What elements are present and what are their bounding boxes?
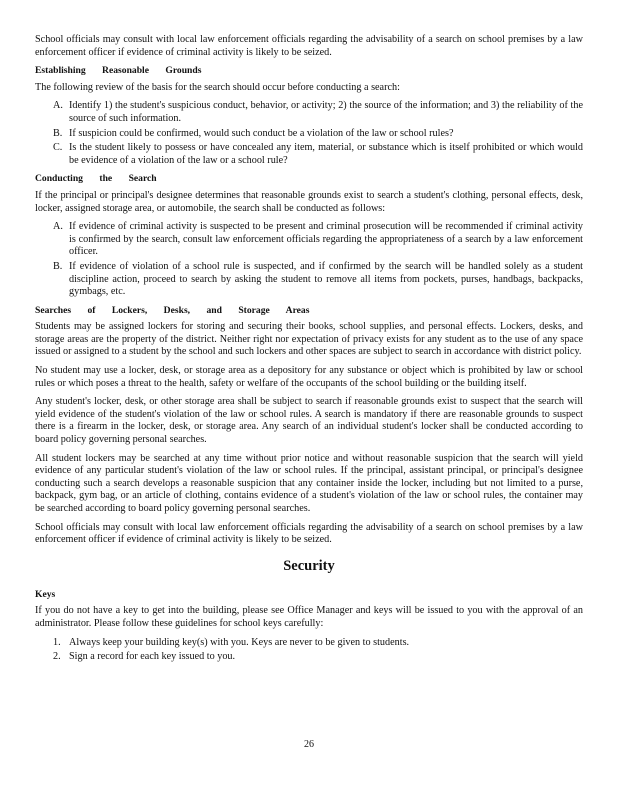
heading-conducting-search: Conducting the Search (35, 173, 157, 185)
list-item-text: Identify 1) the student's suspicious conduct, behavior, or activity; 2) the source of the information; and 3) the reliability of the source of such information. (69, 100, 583, 124)
list-marker: 2. (53, 651, 61, 663)
list-item-text: Is the student likely to possess or have concealed any item, material, or substance which is itself prohibited or which would be evidence of a violation of the law or a school rule? (69, 142, 583, 166)
keys-list (35, 637, 583, 664)
list-item-text: Always keep your building key(s) with you. Keys are never to be given to students. (69, 636, 410, 648)
list-marker: 1. (53, 636, 61, 648)
list-item (53, 651, 583, 664)
keys-lead: If you do not have a key to get into the building, please see Office Manager and keys will be issued to you with the approval of an administrator. Please follow these guidelines for school keys carefully: (35, 605, 583, 629)
heading-searches-lockers: Searches of Lockers, Desks, and Storage Areas (35, 304, 310, 316)
list-item (53, 261, 583, 299)
list-item (53, 637, 583, 650)
reasonable-grounds-lead: The following review of the basis for the search should occur before conducting a search: (35, 81, 400, 93)
list-marker: A. (53, 221, 63, 233)
list-item-text: If suspicion could be confirmed, would such conduct be a violation of the law or school rules? (69, 127, 454, 139)
heading-keys: Keys (35, 588, 56, 600)
reasonable-grounds-list (35, 100, 583, 167)
intro-paragraph: School officials may consult with local law enforcement officials regarding the advisability of a search on school premises by a law enforcement officer if evidence of criminal activity is likely to be seized. (35, 34, 583, 58)
page-number: 26 (304, 739, 314, 750)
lockers-paragraph: Students may be assigned lockers for storing and securing their books, school supplies, and personal effects. Lockers, desks, and storage areas are the property of the district. Neither right nor expectation of privacy exists for any student as to the use of any space issued or assigned to a student by the school and such lockers and other spaces are subject to search in accordance with district policy. (35, 321, 583, 358)
lockers-paragraph: Any student's locker, desk, or other storage area shall be subject to search if reasonable grounds exist to suspect that the search will yield evidence of the student's violation of the law or school rules. A search is mandatory if there are reasonable grounds to suspect there is a firearm in the locker, desk, or storage area. Any search of an individual student's locker shall be conducted according to board policy governing personal searches. (35, 396, 583, 446)
section-title-security: Security (283, 557, 335, 574)
list-marker: B. (53, 260, 63, 272)
list-item-text: If evidence of violation of a school rule is suspected, and if confirmed by the search will be handled solely as a student discipline action, proceed to search by asking the student to remove all items from pockets, purses, handbags, backpacks, gymbags, etc. (69, 260, 583, 298)
list-item-text: Sign a record for each key issued to you. (69, 651, 236, 663)
conducting-list (35, 221, 583, 299)
document-page (35, 34, 583, 670)
list-item-text: If evidence of criminal activity is suspected to be present and criminal prosecution will be recommended if criminal activity is confirmed by the search, consult law enforcement officials regarding the appropriateness of a search by a law enforcement officer. (69, 221, 583, 258)
lockers-paragraph: School officials may consult with local law enforcement officials regarding the advisability of a search on school premises by a law enforcement officer if evidence of criminal activity is likely to be seized. (35, 521, 583, 546)
heading-reasonable-grounds: Establishing Reasonable Grounds (35, 65, 202, 77)
list-item (53, 128, 583, 141)
lockers-paragraph: No student may use a locker, desk, or storage area as a depository for any substance or object which is prohibited by law or school rules or which poses a threat to the health, safety or welfare of the occupants of the school building or the building itself. (35, 365, 583, 389)
conducting-lead: If the principal or principal's designee determines that reasonable grounds exist to search a student's clothing, personal effects, desk, locker, assigned storage area, or automobile, the search shall be conducted as follows: (35, 189, 583, 214)
list-marker: A. (53, 100, 63, 112)
list-item (53, 142, 583, 167)
list-marker: B. (53, 127, 63, 139)
list-item (53, 100, 583, 125)
list-item (53, 221, 583, 259)
list-marker: C. (53, 142, 63, 154)
lockers-paragraph: All student lockers may be searched at any time without prior notice and without reasonable suspicion that the search will yield evidence of any particular student's violation of the law or school rules. If the principal, assistant principal, or principal's designee conducting such a search develops a reasonable suspicion that any container inside the locker, including but not limited to a purse, backpack, gym bag, or an article of clothing, contains evidence of a student's violation of the law or school rules, the container may be searched according to board policy governing personal searches. (35, 452, 583, 514)
